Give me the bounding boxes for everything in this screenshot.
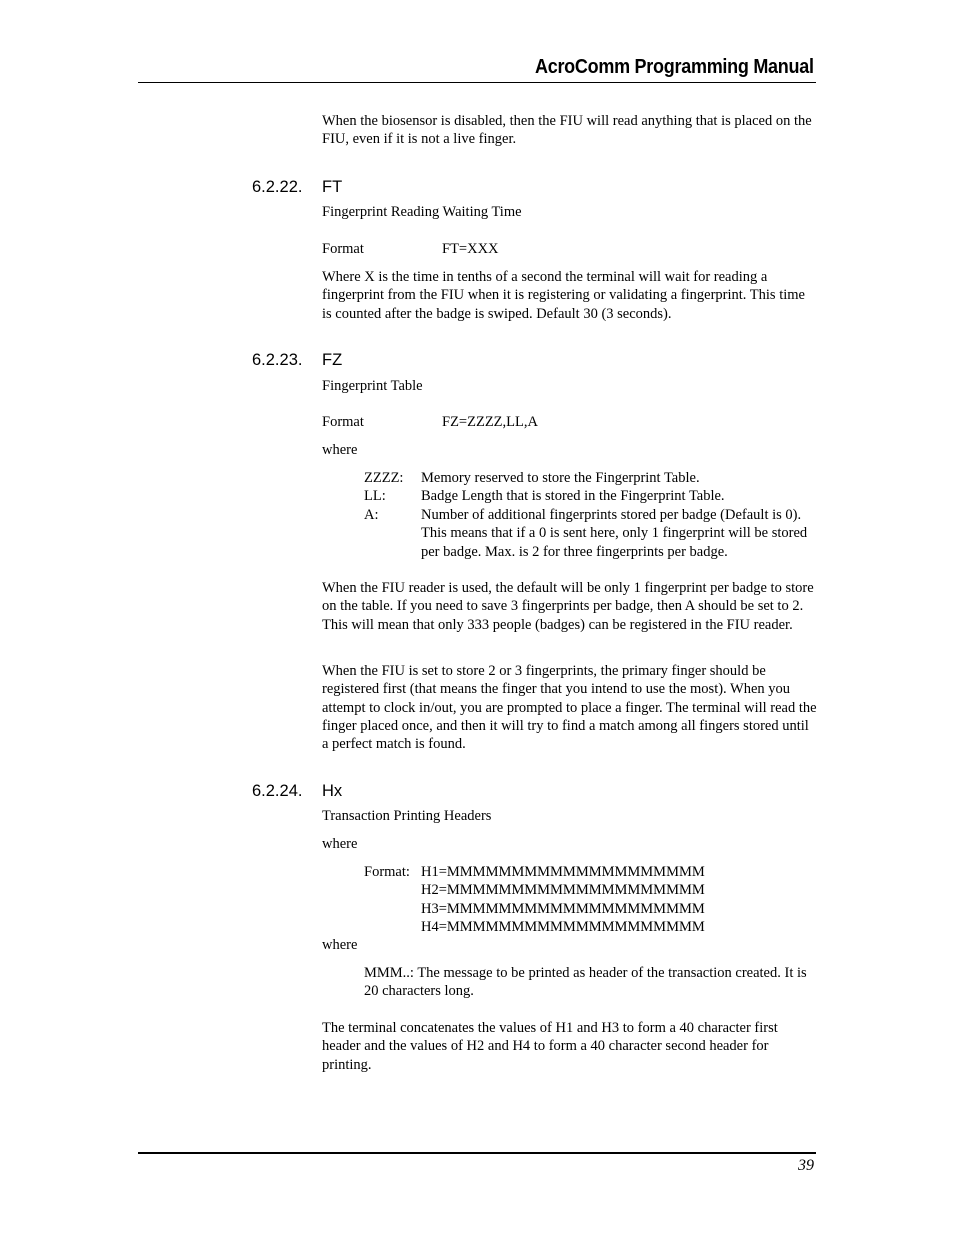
footer-rule bbox=[138, 1152, 816, 1154]
definition-key: A: bbox=[364, 507, 379, 523]
section-number: 6.2.22. bbox=[252, 178, 303, 196]
ft-description: Where X is the time in tenths of a second the terminal will wait for reading a fingerprint from the FIU when it is registering or validating a fingerprint. This time is counted after the badge is swiped. Default 30 (3 seconds). bbox=[322, 269, 805, 322]
format-line-h3: H3=MMMMMMMMMMMMMMMMMMMM bbox=[421, 900, 705, 917]
format-label-fz: Format bbox=[322, 414, 364, 430]
page-number: 39 bbox=[798, 1157, 814, 1174]
header-rule bbox=[138, 82, 816, 83]
section-title: FT bbox=[322, 178, 343, 196]
definition-key: LL: bbox=[364, 488, 386, 504]
where-label: where bbox=[322, 937, 358, 953]
definition-value: MMM..: The message to be printed as header of the transaction created. It is 20 characters long. bbox=[364, 965, 807, 1000]
section-heading-hx bbox=[252, 782, 342, 801]
section-heading-fz bbox=[252, 351, 342, 370]
definition-key: ZZZZ: bbox=[364, 470, 404, 486]
where-label: where bbox=[322, 442, 358, 458]
definition-value: Badge Length that is stored in the Fingerprint Table. bbox=[421, 488, 725, 504]
format-value-fz: FZ=ZZZZ,LL,A bbox=[442, 414, 538, 430]
format-line-h4: H4=MMMMMMMMMMMMMMMMMMMM bbox=[421, 918, 705, 935]
where-label: where bbox=[322, 836, 358, 852]
section-title: Hx bbox=[322, 782, 343, 800]
definition-value: Number of additional fingerprints stored per badge (Default is 0). This means that if a 0 is sent here, only 1 fingerprint will be stored per badge. Max. is 2 for three fingerprints per badge. bbox=[421, 507, 808, 560]
section-subtitle-hx: Transaction Printing Headers bbox=[322, 808, 492, 824]
definition-value: Memory reserved to store the Fingerprint Table. bbox=[421, 470, 700, 486]
format-label-hx: Format: bbox=[364, 864, 410, 880]
section-subtitle-ft: Fingerprint Reading Waiting Time bbox=[322, 204, 522, 220]
intro-paragraph: When the biosensor is disabled, then the FIU will read anything that is placed on the FIU, even if it is not a live finger. bbox=[322, 113, 812, 148]
fz-paragraph-1: When the FIU reader is used, the default will be only 1 fingerprint per badge to store on the table. If you need to save 3 fingerprints per badge, then A should be set to 2. This will mean that only 333 people (badges) can be registered in the FIU reader. bbox=[322, 580, 814, 633]
manual-title: AcroComm Programming Manual bbox=[535, 56, 814, 78]
format-label-ft: Format bbox=[322, 241, 364, 257]
section-number: 6.2.23. bbox=[252, 351, 303, 369]
section-number: 6.2.24. bbox=[252, 782, 303, 800]
format-value-ft: FT=XXX bbox=[442, 241, 499, 257]
section-title: FZ bbox=[322, 351, 343, 369]
hx-paragraph: The terminal concatenates the values of H1 and H3 to form a 40 character first header and the values of H2 and H4 to form a 40 character second header for printing. bbox=[322, 1020, 778, 1073]
section-heading-ft bbox=[252, 178, 342, 197]
section-subtitle-fz: Fingerprint Table bbox=[322, 378, 423, 394]
format-line-h1: H1=MMMMMMMMMMMMMMMMMMMM bbox=[421, 864, 705, 880]
fz-paragraph-2: When the FIU is set to store 2 or 3 fingerprints, the primary finger should be registered first (that means the finger that you intend to use the most). When you attempt to clock in/out, you are prompted to place a finger. The terminal will read the finger placed once, and then it will try to find a match among all fingers stored until a perfect match is found. bbox=[322, 663, 817, 753]
format-line-h2: H2=MMMMMMMMMMMMMMMMMMMM bbox=[421, 882, 705, 899]
